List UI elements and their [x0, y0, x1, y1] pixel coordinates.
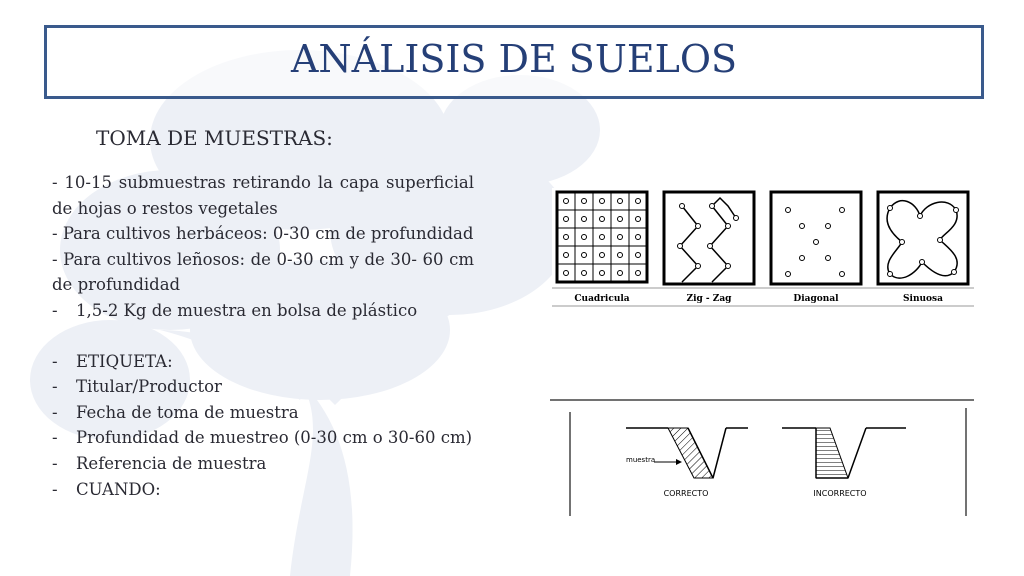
sample-point [636, 217, 641, 222]
sample-point [618, 235, 623, 240]
list-item-text: ETIQUETA: [76, 351, 173, 371]
list-dash: - [52, 479, 58, 499]
sample-point [618, 271, 623, 276]
sample-point [582, 217, 587, 222]
list-item-etiqueta [52, 349, 474, 375]
title-frame [44, 25, 984, 99]
page-title: ANÁLISIS DE SUELOS [290, 37, 738, 81]
sampling-patterns-figure [552, 188, 974, 308]
label-diagonal: Diagonal [793, 294, 839, 304]
zigzag-pattern [664, 192, 754, 284]
paragraph-submuestras: - 10-15 submuestras retirando la capa superficial de hojas o restos vegetales [52, 173, 474, 218]
sample-point [636, 271, 641, 276]
label-cuadricula: Cuadricula [574, 294, 630, 304]
list-item-text: Titular/Productor [76, 377, 222, 397]
label-sinuosa: Sinuosa [903, 294, 943, 304]
list-item-text: Profundidad de muestreo (0-30 cm o 30-60 cm) [76, 428, 473, 448]
section-subtitle: TOMA DE MUESTRAS: [96, 126, 333, 150]
label-incorrecto: INCORRECTO [813, 489, 867, 498]
list-item-cantidad [52, 298, 474, 324]
list-item-fecha [52, 400, 474, 426]
sample-point [582, 271, 587, 276]
sample-point [636, 199, 641, 204]
sample-point [582, 199, 587, 204]
sample-point [600, 235, 605, 240]
list-item-text: Referencia de muestra [76, 453, 267, 473]
correct-diagram [626, 428, 748, 498]
sample-point [600, 217, 605, 222]
sample-point [636, 235, 641, 240]
sample-point [600, 271, 605, 276]
incorrect-diagram [782, 428, 906, 498]
list-item-text: CUANDO: [76, 479, 161, 499]
list-item-text: Fecha de toma de muestra [76, 402, 299, 422]
sample-point [636, 253, 641, 258]
list-item-titular [52, 374, 474, 400]
sample-point [600, 199, 605, 204]
list-dash: - [52, 300, 58, 320]
sample-point [564, 235, 569, 240]
sample-point [564, 199, 569, 204]
list-dash: - [52, 377, 58, 397]
label-correcto: CORRECTO [663, 489, 709, 498]
sample-point [564, 271, 569, 276]
label-muestra: muestra [626, 456, 656, 464]
list-item-referencia [52, 451, 474, 477]
grid-pattern [557, 192, 647, 282]
list-item-cuando [52, 477, 474, 503]
sample-point [618, 199, 623, 204]
sample-point [600, 253, 605, 258]
sinuous-pattern [878, 192, 968, 284]
list-item-profundidad [52, 425, 474, 451]
list-dash: - [52, 402, 58, 422]
list-dash: - [52, 351, 58, 371]
sample-point [564, 253, 569, 258]
sample-point [618, 217, 623, 222]
list-dash: - [52, 428, 58, 448]
list-dash: - [52, 453, 58, 473]
label-zigzag: Zig - Zag [686, 294, 732, 304]
sampling-depth-figure [548, 398, 976, 520]
sample-point [582, 235, 587, 240]
sample-point [618, 253, 623, 258]
sample-point [582, 253, 587, 258]
paragraph-herbaceos: - Para cultivos herbáceos: 0-30 cm de profundidad [52, 224, 474, 244]
paragraph-lenosos: - Para cultivos leñosos: de 0-30 cm y de 30- 60 cm de profundidad [52, 249, 474, 295]
content-text [52, 170, 474, 502]
sample-point [564, 217, 569, 222]
list-item-text: 1,5-2 Kg de muestra en bolsa de plástico [76, 300, 418, 320]
diagonal-pattern [771, 192, 861, 284]
